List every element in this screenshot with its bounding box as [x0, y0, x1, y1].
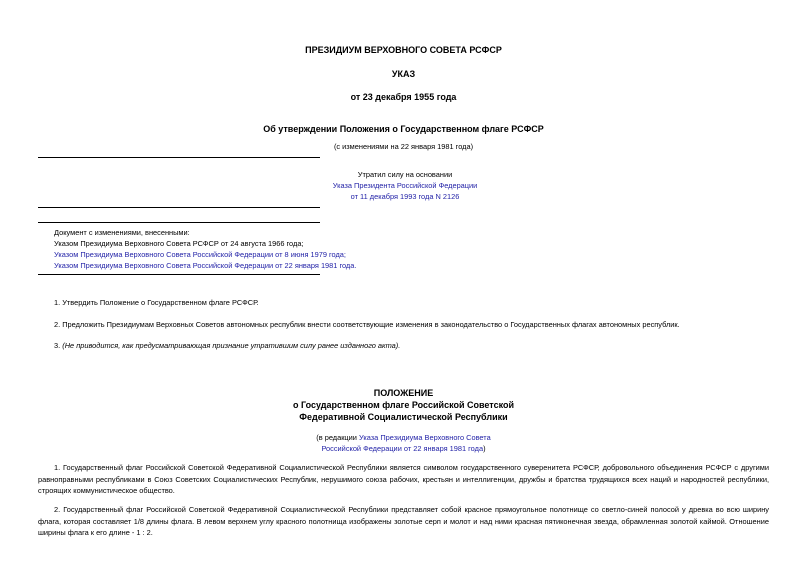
doc-date: от 23 декабря 1955 года — [350, 92, 457, 102]
decree-point-1: 1. Утвердить Положение о Государственном флаге РСФСР. — [54, 298, 259, 307]
divider — [38, 207, 320, 208]
void-notice-link-2[interactable]: от 11 декабря 1993 года N 2126 — [350, 192, 460, 201]
decree-point-3-text: (Не приводится, как предусматривающая признание утратившим силу ранее изданного акта). — [62, 341, 401, 350]
decree-point-2: 2. Предложить Президиумам Верховных Советов автономных республик внести соответствующие изменения в законодательство о Государственных флагах автономных республик. — [54, 320, 680, 329]
decree-point-3-num: 3. — [54, 341, 61, 350]
divider — [38, 274, 320, 275]
change-item: Указом Президиума Верховного Совета РСФСР от 24 августа 1966 года; — [54, 239, 304, 248]
regulation-point-1: 1. Государственный флаг Российской Советской Федеративной Социалистической Республики является символом государственного суверенитета РСФСР, добровольного объединения РСФСР с другими равноправными республиками в Союз Советских Социалистических Республик, нерушимого союза рабочих, крестьян и интеллигенции, дружбы и братства трудящихся всех наций и народностей республики, строящих коммунистическое общество. — [38, 463, 769, 495]
regulation-subtitle-1: о Государственном флаге Российской Советской — [292, 400, 515, 410]
void-notice-link-1[interactable]: Указа Президента Российской Федерации — [332, 181, 478, 190]
change-item-link[interactable]: Указом Президиума Верховного Совета Российской Федерации от 22 января 1981 года. — [54, 261, 357, 270]
changes-heading: Документ с изменениями, внесенными: — [54, 228, 190, 237]
regulation-point-2: 2. Государственный флаг Российской Советской Федеративной Социалистической Республики представляет собой красное прямоугольное полотнище со светло-синей полосой у древка во всю ширину флага, которая составляет 1/8 длины флага. В левом верхнем углу красного полотнища изображены золотые серп и молот и над ними красная пятиконечная звезда, обрамленная золотой каймой. Отношение ширины флага к его длине - 1 : 2. — [38, 505, 769, 537]
doc-title: Об утверждении Положения о Государственном флаге РСФСР — [263, 124, 544, 134]
divider — [38, 222, 320, 223]
regulation-subtitle-2: Федеративной Социалистической Республики — [299, 412, 508, 422]
edition-link-1[interactable]: Указа Президиума Верховного Совета — [359, 433, 491, 442]
void-notice-text: Утратил силу на основании — [357, 170, 453, 179]
amended-note: (с изменениями на 22 января 1981 года) — [333, 142, 474, 151]
divider — [38, 157, 320, 158]
decree-point-3 — [54, 340, 400, 351]
issuer: ПРЕЗИДИУМ ВЕРХОВНОГО СОВЕТА РСФСР — [305, 45, 502, 55]
edition-note — [0, 432, 807, 443]
edition-link-2[interactable]: Российской Федерации от 22 января 1981 года — [321, 444, 484, 453]
edition-note-line-2 — [0, 443, 807, 454]
change-item-link[interactable]: Указом Президиума Верховного Совета Российской Федерации от 8 июня 1979 года; — [54, 250, 346, 259]
edition-prefix: (в редакции — [316, 433, 357, 442]
edition-suffix: ) — [483, 444, 486, 453]
regulation-title: ПОЛОЖЕНИЕ — [373, 388, 434, 398]
doc-type: УКАЗ — [391, 69, 416, 79]
